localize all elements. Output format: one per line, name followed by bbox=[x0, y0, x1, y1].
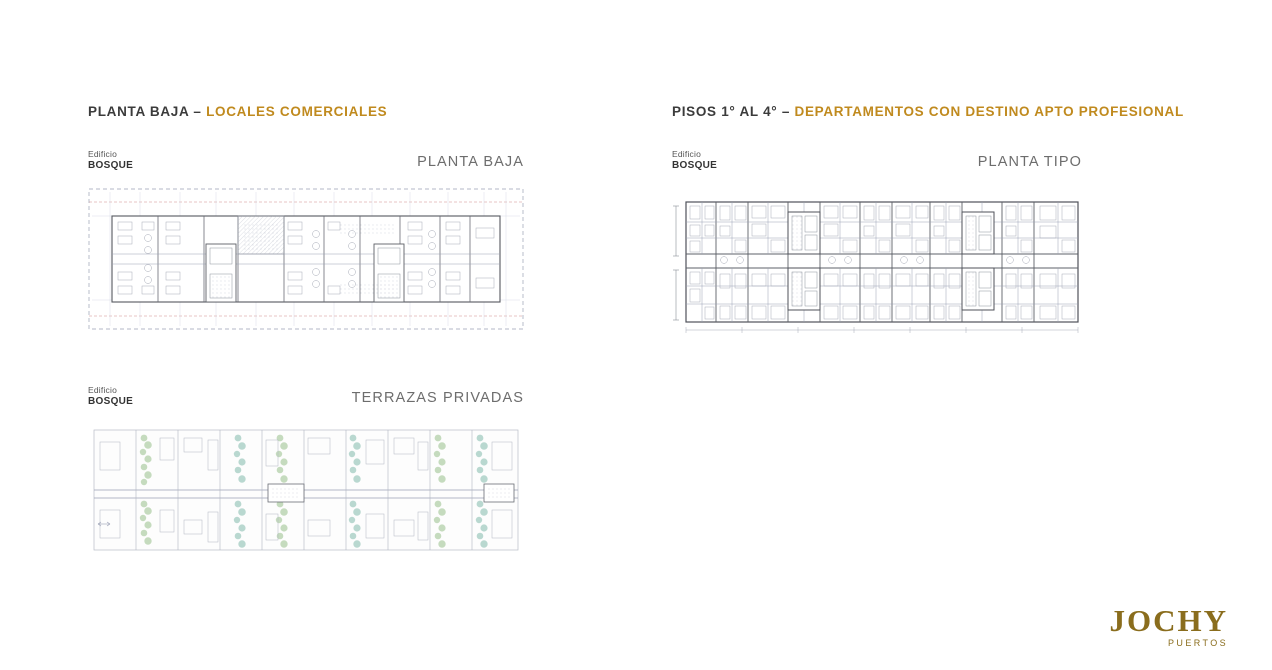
section-heading-left bbox=[88, 104, 387, 119]
plan-title-planta-baja: PLANTA BAJA bbox=[417, 154, 524, 170]
floorplan-drawing-planta-baja bbox=[88, 188, 524, 330]
building-label-planta-tipo bbox=[672, 150, 717, 171]
floorplan-drawing-planta-tipo bbox=[672, 188, 1082, 338]
plan-block-terrazas-privadas bbox=[88, 386, 524, 566]
plan-title-planta-tipo: PLANTA TIPO bbox=[977, 154, 1082, 170]
plan-title-terrazas-privadas: TERRAZAS PRIVADAS bbox=[351, 390, 524, 406]
floorplan-drawing-terrazas-privadas bbox=[88, 424, 524, 558]
brand-logo-subtitle: PUERTOS bbox=[1168, 638, 1228, 648]
building-label-small: Edificio bbox=[88, 149, 118, 159]
plan-block-planta-baja bbox=[88, 150, 524, 330]
building-label-terrazas bbox=[88, 386, 133, 407]
building-label-small: Edificio bbox=[88, 385, 118, 395]
section-heading-left-prefix: PLANTA BAJA – bbox=[88, 104, 207, 119]
building-label-planta-baja bbox=[88, 150, 133, 171]
building-label-bold: BOSQUE bbox=[88, 159, 134, 171]
section-heading-right bbox=[672, 104, 1184, 119]
section-heading-right-prefix: PISOS 1° AL 4° – bbox=[672, 104, 795, 119]
section-heading-right-accent: DEPARTAMENTOS CON DESTINO APTO PROFESIONAL bbox=[794, 104, 1184, 119]
plan-block-planta-tipo bbox=[672, 150, 1082, 340]
building-label-bold: BOSQUE bbox=[88, 395, 134, 407]
section-heading-left-accent: LOCALES COMERCIALES bbox=[206, 104, 388, 119]
brand-logo bbox=[1110, 605, 1229, 648]
brand-logo-name: JOCHY bbox=[1109, 603, 1228, 638]
building-label-small: Edificio bbox=[672, 149, 702, 159]
building-label-bold: BOSQUE bbox=[672, 159, 718, 171]
